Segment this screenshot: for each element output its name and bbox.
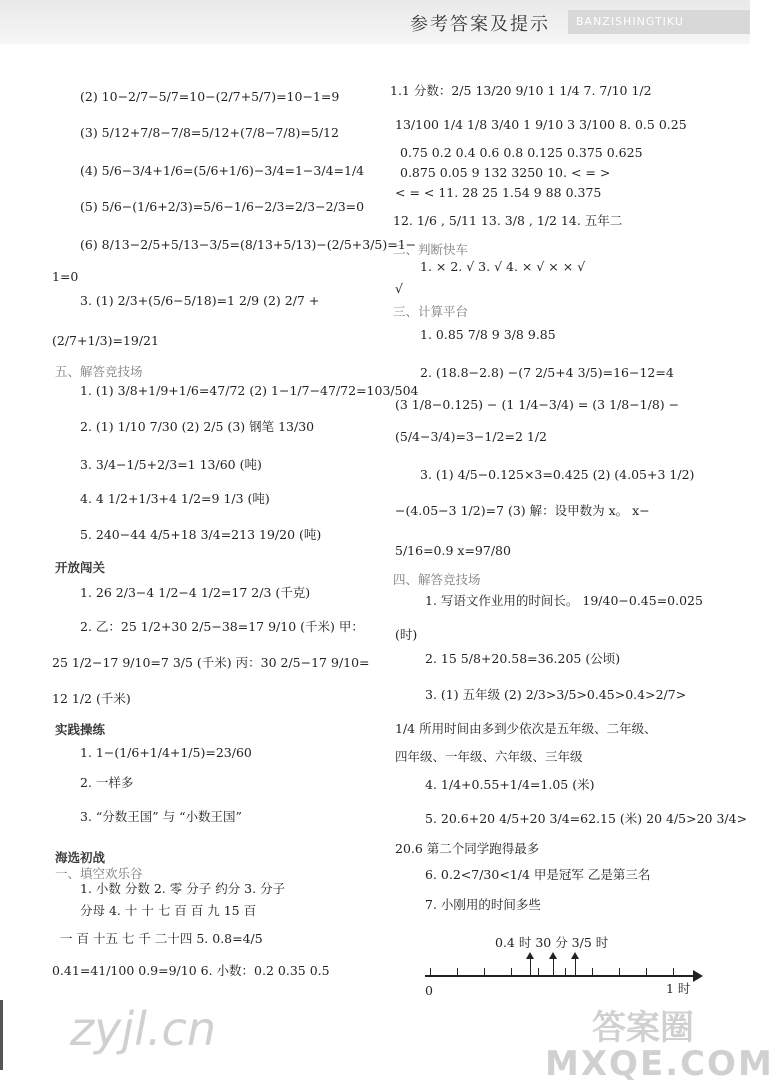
section-heading: 海选初战 — [55, 850, 106, 865]
tick-mark — [457, 968, 458, 976]
answer-line: 12. 1/6 , 5/11 13. 3/8 , 1/2 14. 五年二 — [393, 213, 623, 228]
tick-mark — [673, 968, 674, 976]
answer-line: 2. (1) 1/10 7/30 (2) 2/5 (3) 钢笔 13/30 — [80, 419, 315, 434]
answer-line: (时) — [395, 627, 418, 642]
section-heading: 二、判断快车 — [393, 242, 469, 257]
answer-line: 1. 小数 分数 2. 零 分子 约分 3. 分子 — [80, 881, 286, 896]
answer-line: 6. 0.2<7/30<1/4 甲是冠军 乙是第三名 — [425, 867, 651, 882]
answer-line: 1=0 — [52, 269, 79, 284]
answer-line: 5/16=0.9 x=97/80 — [395, 543, 511, 558]
section-heading: 五、解答竞技场 — [55, 364, 143, 379]
answer-line: < = < 11. 28 25 1.54 9 88 0.375 — [395, 185, 602, 200]
answer-line: 2. 乙：25 1/2+30 2/5−38=17 9/10 (千米) 甲： — [80, 619, 364, 634]
arrow-right-icon — [693, 970, 703, 982]
answer-line: 12 1/2 (千米) — [52, 691, 131, 706]
answer-line: 1. 1−(1/6+1/4+1/5)=23/60 — [80, 745, 252, 760]
answer-line: 分母 4. 十 十 七 百 百 九 15 百 — [80, 903, 257, 918]
tick-mark — [511, 968, 512, 976]
tick-mark — [646, 968, 647, 976]
answer-line: 7. 小刚用的时间多些 — [425, 897, 541, 912]
arrow-up-icon — [526, 952, 534, 959]
page-edge — [0, 1000, 3, 1070]
section-heading: 三、计算平台 — [393, 304, 469, 319]
arrow-up-icon — [553, 957, 554, 975]
watermark-right-top: 答案圈 — [592, 1008, 694, 1048]
answer-line: 2. 15 5/8+20.58=36.205 (公顷) — [425, 651, 621, 666]
answer-line: 1. 0.85 7/8 9 3/8 9.85 — [420, 327, 556, 342]
answer-line: 5. 20.6+20 4/5+20 3/4=62.15 (米) 20 4/5>20 3/4> — [425, 811, 748, 826]
answer-line: 2. (18.8−2.8) −(7 2/5+4 3/5)=16−12=4 — [420, 365, 674, 380]
number-line — [425, 975, 695, 977]
answer-line: (3) 5/12+7/8−7/8=5/12+(7/8−7/8)=5/12 — [80, 125, 339, 140]
numberline-top-label: 0.4 时 30 分 3/5 时 — [495, 935, 609, 950]
answer-line: (6) 8/13−2/5+5/13−3/5=(8/13+5/13)−(2/5+3/5)=1− — [80, 237, 417, 252]
arrow-up-icon — [575, 957, 576, 975]
answer-line: −(4.05−3 1/2)=7 (3) 解：设甲数为 x。 x− — [395, 503, 650, 518]
answer-line: 1. (1) 3/8+1/9+1/6=47/72 (2) 1−1/7−47/72=103/504 — [80, 383, 419, 398]
watermark-left: zyjl.cn — [70, 1002, 216, 1056]
answer-line: 0.875 0.05 9 132 3250 10. < = > — [400, 165, 611, 180]
answer-line: 1/4 所用时间由多到少依次是五年级、二年级、 — [395, 721, 657, 736]
section-heading: 四、解答竞技场 — [393, 572, 481, 587]
tick-mark — [592, 968, 593, 976]
arrow-up-icon — [549, 952, 557, 959]
answer-line: 13/100 1/4 1/8 3/40 1 9/10 3 3/100 8. 0.5 0.25 — [395, 117, 687, 132]
answer-line: 3. (1) 五年级 (2) 2/3>3/5>0.45>0.4>2/7> — [425, 687, 687, 702]
answer-line: 20.6 第二个同学跑得最多 — [395, 841, 540, 856]
header-title: 参考答案及提示 — [410, 14, 550, 35]
answer-line: 2. 一样多 — [80, 775, 134, 790]
answer-line: 一 百 十五 七 千 二十四 5. 0.8=4/5 — [60, 931, 263, 946]
answer-line: (5) 5/6−(1/6+2/3)=5/6−1/6−2/3=2/3−2/3=0 — [80, 199, 365, 214]
answer-line: √ — [395, 281, 403, 296]
tick-mark — [565, 968, 566, 976]
page-header — [0, 0, 750, 44]
answer-line: 四年级、一年级、六年级、三年级 — [395, 749, 583, 764]
tick-mark — [619, 968, 620, 976]
answer-line: 4. 4 1/2+1/3+4 1/2=9 1/3 (吨) — [80, 491, 270, 506]
tick-mark — [538, 968, 539, 976]
answer-line: 0.75 0.2 0.4 0.6 0.8 0.125 0.375 0.625 — [400, 145, 643, 160]
section-heading: 开放闯关 — [55, 560, 106, 575]
tick-mark — [484, 968, 485, 976]
section-heading: 一、填空欢乐谷 — [55, 866, 143, 881]
answer-line: 0.41=41/100 0.9=9/10 6. 小数：0.2 0.35 0.5 — [52, 963, 330, 978]
header-tag: BANZISHINGTIKU — [568, 10, 750, 34]
answer-line: 1. 写语文作业用的时间长。 19/40−0.45=0.025 — [425, 593, 703, 608]
watermark-right-bottom: MXQE.COM — [545, 1044, 774, 1084]
answer-line: 3. “分数王国” 与 “小数王国” — [80, 809, 242, 824]
answer-line: 5. 240−44 4/5+18 3/4=213 19/20 (吨) — [80, 527, 322, 542]
numberline-zero-label: 0 — [425, 983, 433, 998]
answer-line: 3. 3/4−1/5+2/3=1 13/60 (吨) — [80, 457, 262, 472]
answer-line: (5/4−3/4)=3−1/2=2 1/2 — [395, 429, 547, 444]
answer-line: 4. 1/4+0.55+1/4=1.05 (米) — [425, 777, 595, 792]
answer-line: 1.1 分数：2/5 13/20 9/10 1 1/4 7. 7/10 1/2 — [390, 83, 652, 98]
answer-line: 3. (1) 2/3+(5/6−5/18)=1 2/9 (2) 2/7 + — [80, 293, 320, 308]
tick-mark — [430, 968, 431, 976]
answer-line: (2/7+1/3)=19/21 — [52, 333, 159, 348]
section-heading: 实践操练 — [55, 722, 106, 737]
answer-line: 3. (1) 4/5−0.125×3=0.425 (2) (4.05+3 1/2) — [420, 467, 695, 482]
answer-line: 1. 26 2/3−4 1/2−4 1/2=17 2/3 (千克) — [80, 585, 311, 600]
answer-line: 25 1/2−17 9/10=7 3/5 (千米) 丙：30 2/5−17 9/10= — [52, 655, 370, 670]
arrow-up-icon — [530, 957, 531, 975]
answer-line: (2) 10−2/7−5/7=10−(2/7+5/7)=10−1=9 — [80, 89, 340, 104]
numberline-one-label: 1 时 — [666, 981, 691, 996]
answer-line: (4) 5/6−3/4+1/6=(5/6+1/6)−3/4=1−3/4=1/4 — [80, 163, 365, 178]
arrow-up-icon — [571, 952, 579, 959]
answer-line: 1. × 2. √ 3. √ 4. × √ × × √ — [420, 259, 586, 274]
answer-line: (3 1/8−0.125) − (1 1/4−3/4) = (3 1/8−1/8) − — [395, 397, 680, 412]
